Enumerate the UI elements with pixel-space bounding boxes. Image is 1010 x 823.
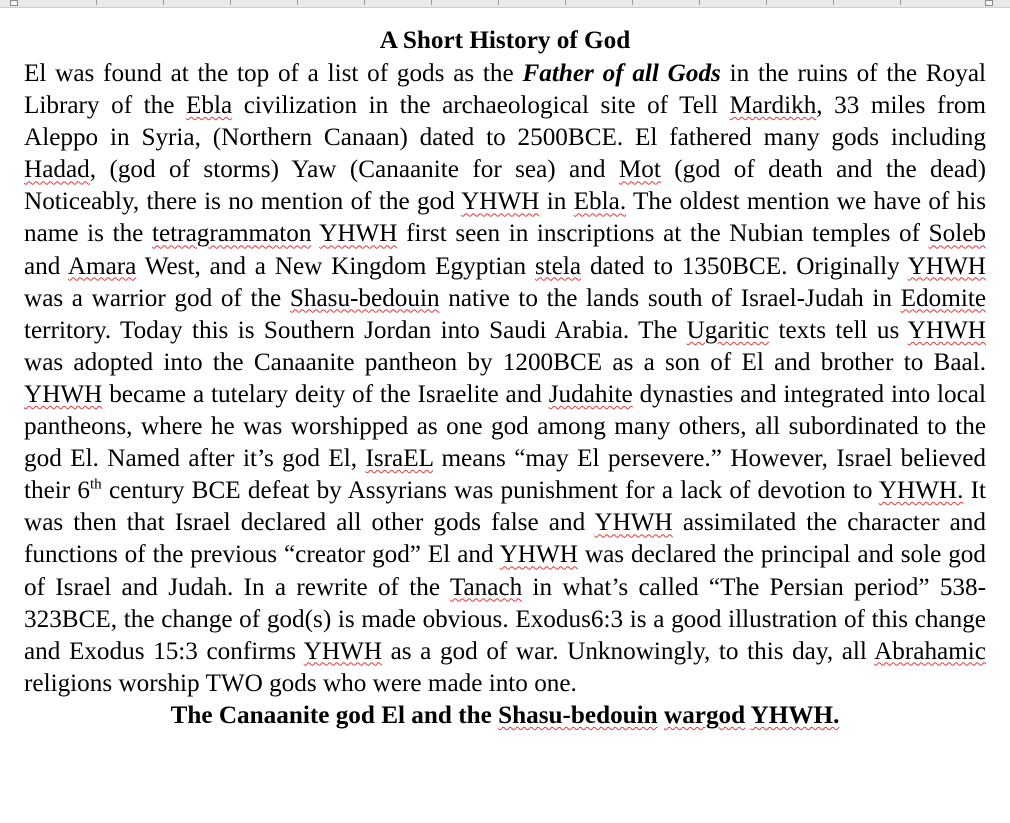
ruler-tick [900, 0, 901, 5]
misspelled-word[interactable]: IsraEL [365, 445, 434, 473]
text-run: as a god of war. Unknowingly, to this day, all [382, 637, 875, 665]
misspelled-word[interactable]: YHWH [24, 380, 103, 408]
text-run: first seen in inscriptions at the Nubian temples of [397, 220, 929, 248]
text-run: dynasties and integrated into local pantheons, where he was worshipped as one god among many others, all subordinated to the god El. Named after it’s god El, [24, 380, 986, 473]
misspelled-word[interactable]: YHWH [907, 252, 986, 280]
left-indent-marker[interactable] [10, 0, 18, 6]
text-run: century BCE defeat by Assyrians was punishment for a lack of devotion to [101, 477, 879, 505]
text-run: religions worship TWO gods who were made into one. [24, 669, 577, 697]
ruler-tick [699, 0, 700, 5]
ruler-tick [766, 0, 767, 5]
text-run: became a tutelary deity of the Israelite and [102, 380, 549, 408]
ruler-tick [632, 0, 633, 5]
body-paragraph[interactable] [24, 58, 986, 700]
text-run: texts tell us [769, 316, 908, 344]
ruler-tick [96, 0, 97, 5]
misspelled-word[interactable]: YHWH. [750, 701, 840, 729]
misspelled-word[interactable]: wargod [664, 701, 746, 729]
text-run: in [539, 188, 574, 216]
misspelled-word[interactable]: Soleb [928, 220, 986, 248]
text-run: , (god of storms) Yaw (Canaanite for sea) and [89, 156, 619, 184]
misspelled-word[interactable]: YHWH [499, 541, 578, 569]
text-run [311, 220, 319, 247]
misspelled-word[interactable]: YHWH [461, 188, 540, 216]
misspelled-word[interactable]: Judahite [548, 380, 633, 408]
text-run: was adopted into the Canaanite pantheon by 1200BCE as a son of El and brother to Baal. [24, 348, 986, 376]
misspelled-word[interactable]: Tanach [449, 573, 523, 601]
ordinal-superscript: th [89, 476, 102, 493]
misspelled-word[interactable]: Edomite [900, 284, 986, 312]
text-run: means “may El persevere.” However, Israel believed their 6 [24, 445, 986, 505]
misspelled-word[interactable]: Ebla [186, 92, 233, 120]
text-run: It was then that Israel declared all other gods false and [24, 477, 986, 537]
ruler-tick [833, 0, 834, 5]
horizontal-ruler[interactable] [0, 0, 1010, 8]
document-page[interactable] [24, 24, 986, 732]
text-run: was a warrior god of the [24, 284, 290, 312]
misspelled-word[interactable]: tetragrammaton [152, 220, 312, 248]
misspelled-word[interactable]: Hadad [24, 156, 90, 184]
misspelled-word[interactable]: Ebla. [573, 188, 627, 216]
misspelled-word[interactable]: YHWH [303, 637, 383, 665]
ruler-tick [364, 0, 365, 5]
text-run: civilization in the archaeological site of Tell [232, 92, 730, 120]
text-run: was declared the principal and sole god of Israel and Judah. In a rewrite of the [24, 541, 986, 601]
text-run: The Canaanite god El and the [170, 701, 499, 729]
misspelled-word[interactable]: YHWH [594, 509, 673, 537]
ruler-tick [431, 0, 432, 5]
text-run: dated to 1350BCE. Originally [581, 252, 908, 280]
text-run: The oldest mention we have of his name is the [24, 188, 987, 248]
text-run: territory. Today this is Southern Jordan into Saudi Arabia. The [24, 316, 687, 344]
ruler-tick [297, 0, 298, 5]
closing-statement[interactable] [24, 700, 986, 732]
misspelled-word[interactable]: YHWH. [878, 477, 964, 505]
text-run: assimilated the character and functions of the previous “creator god” El and [24, 509, 986, 569]
misspelled-word[interactable]: YHWH [319, 220, 398, 248]
ruler-tick [565, 0, 566, 5]
misspelled-word[interactable]: Shasu-bedouin [289, 284, 440, 312]
misspelled-word[interactable]: Amara [67, 252, 137, 280]
misspelled-word[interactable]: Mot [618, 156, 661, 184]
text-run: West, and a New Kingdom Egyptian [136, 252, 535, 280]
text-run: , 33 miles from Aleppo in Syria, (Northern Canaan) dated to 2500BCE. El fathered many gods including [24, 92, 987, 152]
text-run: in what’s called “The Persian period” 538-323BCE, the change of god(s) is made obvious. Exodus6:3 is a good illustration of this change and Exodus 15:3 confirms [24, 573, 986, 665]
text-run: and [24, 252, 68, 280]
misspelled-word[interactable]: Mardikh [729, 92, 817, 120]
misspelled-word[interactable]: Ugaritic [686, 316, 770, 344]
right-indent-marker[interactable] [985, 0, 993, 6]
misspelled-word[interactable]: stela [534, 252, 582, 280]
misspelled-word[interactable]: YHWH [907, 316, 986, 344]
misspelled-word[interactable]: Abrahamic [874, 637, 986, 665]
text-run: (god of death and the dead) Noticeably, there is no mention of the god [24, 156, 986, 216]
ruler-tick [498, 0, 499, 5]
ruler-tick [163, 0, 164, 5]
text-run: El was found at the top of a list of gods as the [24, 60, 523, 87]
misspelled-word[interactable]: Shasu-bedouin [498, 701, 658, 729]
ruler-tick [230, 0, 231, 5]
document-title: A Short History of God [379, 27, 631, 54]
text-run: native to the lands south of Israel-Judah in [439, 284, 901, 312]
emphasis-text: Father of all Gods [522, 60, 721, 87]
text-run: in the ruins of the Royal Library of the [24, 60, 987, 120]
